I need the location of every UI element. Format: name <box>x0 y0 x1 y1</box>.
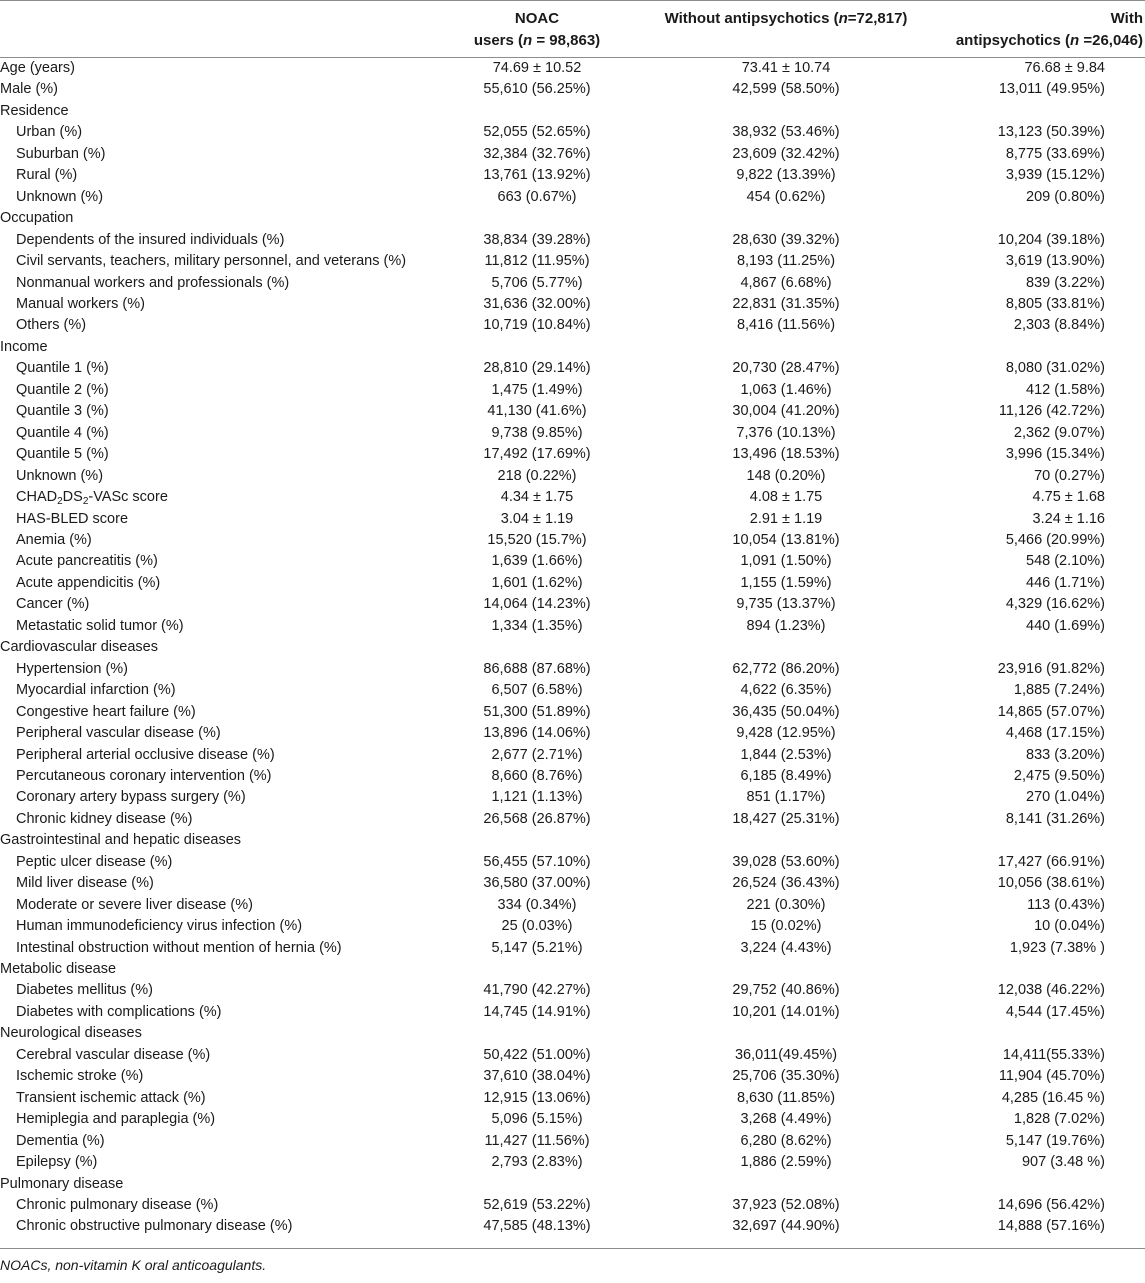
cell-noac-users: 14,745 (14.91%) <box>483 1003 591 1020</box>
cell-noac-users <box>420 208 654 229</box>
cell-noac-users: 5,706 (5.77%) <box>491 274 583 291</box>
row-label: Diabetes with complications (%) <box>16 1003 222 1020</box>
cell-with-antipsychotics <box>918 1174 1145 1195</box>
cell-with-antipsychotics: 4,468 (17.15%) <box>1005 725 1105 742</box>
cell-noac-users <box>420 1023 654 1044</box>
row-label: Quantile 4 (%) <box>16 424 109 441</box>
cell-without-antipsychotics: 38,932 (53.46%) <box>732 124 840 141</box>
cell-noac-users: 6,507 (6.58%) <box>491 682 583 699</box>
cell-with-antipsychotics <box>918 208 1145 229</box>
cell-without-antipsychotics: 1,063 (1.46%) <box>740 381 832 398</box>
table-row <box>0 1023 1145 1044</box>
row-label: Congestive heart failure (%) <box>16 703 196 720</box>
row-label: Cardiovascular diseases <box>0 639 158 656</box>
cell-without-antipsychotics: 32,697 (44.90%) <box>732 1218 840 1235</box>
cell-without-antipsychotics: 37,923 (52.08%) <box>732 1197 840 1214</box>
table-row <box>0 273 1145 294</box>
cell-with-antipsychotics <box>918 637 1145 658</box>
row-label: Residence <box>0 102 69 119</box>
row-label: Rural (%) <box>16 167 78 184</box>
table-row <box>0 101 1145 122</box>
table-row <box>0 873 1145 894</box>
cell-noac-users: 52,055 (52.65%) <box>483 124 591 141</box>
table-row <box>0 1109 1145 1130</box>
cell-noac-users: 37,610 (38.04%) <box>483 1068 591 1085</box>
cell-with-antipsychotics: 13,123 (50.39%) <box>997 124 1105 141</box>
cell-noac-users: 50,422 (51.00%) <box>483 1046 591 1063</box>
table-row <box>0 187 1145 208</box>
row-label: Quantile 1 (%) <box>16 360 109 377</box>
cell-noac-users: 36,580 (37.00%) <box>483 875 591 892</box>
table-row <box>0 573 1145 594</box>
row-label: Peripheral arterial occlusive disease (%) <box>16 746 275 763</box>
table-row <box>0 208 1145 229</box>
table-row <box>0 830 1145 851</box>
table-header-row <box>0 1 1145 58</box>
table-row <box>0 594 1145 615</box>
cell-with-antipsychotics: 209 (0.80%) <box>1026 188 1105 205</box>
cell-noac-users: 9,738 (9.85%) <box>491 424 583 441</box>
cell-noac-users: 2,677 (2.71%) <box>491 746 583 763</box>
cell-noac-users: 1,334 (1.35%) <box>491 617 583 634</box>
table-row <box>0 1002 1145 1023</box>
table-row <box>0 1216 1145 1237</box>
row-label: Cancer (%) <box>16 596 90 613</box>
cell-noac-users <box>420 1174 654 1195</box>
table-row <box>0 358 1145 379</box>
cell-noac-users: 55,610 (56.25%) <box>483 81 591 98</box>
row-label: Quantile 5 (%) <box>16 446 109 463</box>
cell-without-antipsychotics: 23,609 (32.42%) <box>732 145 840 162</box>
row-label: Dependents of the insured individuals (%) <box>16 231 285 248</box>
cell-noac-users: 74.69 ± 10.52 <box>492 60 582 76</box>
table-row <box>0 58 1145 80</box>
cell-noac-users <box>420 959 654 980</box>
cell-noac-users <box>420 637 654 658</box>
row-label: Pulmonary disease <box>0 1175 124 1192</box>
table-row <box>0 380 1145 401</box>
cell-noac-users: 86,688 (87.68%) <box>483 660 591 677</box>
row-label: Myocardial infarction (%) <box>16 682 176 699</box>
cell-with-antipsychotics <box>918 830 1145 851</box>
cell-without-antipsychotics <box>654 208 918 229</box>
cell-noac-users: 26,568 (26.87%) <box>483 810 591 827</box>
cell-with-antipsychotics: 4.75 ± 1.68 <box>1032 489 1105 506</box>
cell-noac-users: 17,492 (17.69%) <box>483 446 591 463</box>
row-label: Civil servants, teachers, military personnel, and veterans (%) <box>16 253 407 270</box>
cell-without-antipsychotics: 4,867 (6.68%) <box>740 274 832 291</box>
cell-without-antipsychotics: 221 (0.30%) <box>746 896 826 913</box>
cell-without-antipsychotics: 851 (1.17%) <box>746 789 826 806</box>
cell-with-antipsychotics: 1,828 (7.02%) <box>1013 1111 1105 1128</box>
table-row <box>0 530 1145 551</box>
cell-without-antipsychotics: 8,193 (11.25%) <box>736 253 836 270</box>
table-row <box>0 1066 1145 1087</box>
cell-with-antipsychotics: 3,996 (15.34%) <box>1005 446 1105 463</box>
row-label: Transient ischemic attack (%) <box>16 1089 206 1106</box>
cell-with-antipsychotics: 23,916 (91.82%) <box>997 660 1105 677</box>
cell-noac-users: 14,064 (14.23%) <box>483 596 591 613</box>
table-row <box>0 294 1145 315</box>
row-label: Chronic kidney disease (%) <box>16 810 193 827</box>
cell-with-antipsychotics: 113 (0.43%) <box>1027 896 1105 913</box>
cell-noac-users: 51,300 (51.89%) <box>483 703 591 720</box>
row-label: Hypertension (%) <box>16 660 129 677</box>
cell-without-antipsychotics: 42,599 (58.50%) <box>732 81 840 98</box>
cell-with-antipsychotics: 8,080 (31.02%) <box>1005 360 1105 377</box>
cell-noac-users: 1,475 (1.49%) <box>491 381 583 398</box>
row-label: Age (years) <box>0 60 75 76</box>
cell-without-antipsychotics: 10,054 (13.81%) <box>732 531 840 548</box>
cell-without-antipsychotics: 1,886 (2.59%) <box>740 1154 832 1171</box>
cell-without-antipsychotics: 22,831 (31.35%) <box>732 295 840 312</box>
row-label: Hemiplegia and paraplegia (%) <box>16 1111 216 1128</box>
cell-with-antipsychotics: 10,056 (38.61%) <box>997 875 1105 892</box>
cell-without-antipsychotics <box>654 959 918 980</box>
cell-with-antipsychotics: 3,619 (13.90%) <box>1005 253 1105 270</box>
cell-with-antipsychotics: 2,475 (9.50%) <box>1013 767 1105 784</box>
table-body <box>0 58 1145 1238</box>
header-noac-users: NOAC users (n = 98,863) <box>473 10 601 49</box>
cell-noac-users: 52,619 (53.22%) <box>483 1197 591 1214</box>
cell-without-antipsychotics: 39,028 (53.60%) <box>732 853 840 870</box>
cell-noac-users: 31,636 (32.00%) <box>483 295 591 312</box>
row-label: Male (%) <box>0 81 59 98</box>
table-row <box>0 251 1145 272</box>
cell-with-antipsychotics: 14,865 (57.07%) <box>997 703 1105 720</box>
cell-with-antipsychotics: 1,885 (7.24%) <box>1013 682 1105 699</box>
row-label: Peripheral vascular disease (%) <box>16 725 221 742</box>
cell-without-antipsychotics: 18,427 (25.31%) <box>732 810 840 827</box>
row-label: Occupation <box>0 210 74 227</box>
table-row <box>0 745 1145 766</box>
cell-with-antipsychotics <box>918 337 1145 358</box>
row-label: Metabolic disease <box>0 961 117 978</box>
cell-without-antipsychotics: 6,185 (8.49%) <box>740 767 832 784</box>
row-label: Coronary artery bypass surgery (%) <box>16 789 246 806</box>
cell-noac-users: 13,896 (14.06%) <box>483 725 591 742</box>
cell-with-antipsychotics: 14,696 (56.42%) <box>997 1197 1105 1214</box>
baseline-characteristics-table <box>0 1 1145 1238</box>
cell-with-antipsychotics: 4,285 (16.45 %) <box>1001 1089 1105 1106</box>
cell-without-antipsychotics <box>654 337 918 358</box>
cell-without-antipsychotics: 6,280 (8.62%) <box>740 1132 832 1149</box>
cell-without-antipsychotics: 148 (0.20%) <box>746 467 826 484</box>
cell-noac-users: 10,719 (10.84%) <box>483 317 591 334</box>
cell-noac-users: 1,639 (1.66%) <box>491 553 583 570</box>
cell-noac-users <box>420 101 654 122</box>
row-label: Income <box>0 338 48 355</box>
cell-with-antipsychotics: 3,939 (15.12%) <box>1005 167 1105 184</box>
row-label: Moderate or severe liver disease (%) <box>16 896 253 913</box>
cell-without-antipsychotics: 9,428 (12.95%) <box>736 725 836 742</box>
cell-with-antipsychotics <box>918 959 1145 980</box>
cell-without-antipsychotics: 894 (1.23%) <box>746 617 826 634</box>
row-label: Suburban (%) <box>16 145 106 162</box>
cell-without-antipsychotics: 15 (0.02%) <box>750 918 822 935</box>
cell-without-antipsychotics: 3,268 (4.49%) <box>740 1111 832 1128</box>
table-footnote: NOACs, non-vitamin K oral anticoagulants. <box>0 1256 267 1273</box>
cell-noac-users: 1,121 (1.13%) <box>491 789 583 806</box>
cell-noac-users: 47,585 (48.13%) <box>483 1218 591 1235</box>
header-label-column <box>0 1 420 58</box>
cell-with-antipsychotics: 10,204 (39.18%) <box>997 231 1105 248</box>
row-label: Neurological diseases <box>0 1025 142 1042</box>
cell-noac-users: 41,130 (41.6%) <box>487 403 587 420</box>
cell-with-antipsychotics: 17,427 (66.91%) <box>997 853 1105 870</box>
cell-with-antipsychotics: 2,362 (9.07%) <box>1013 424 1105 441</box>
cell-with-antipsychotics: 14,411(55.33%) <box>1002 1046 1105 1063</box>
cell-with-antipsychotics: 4,329 (16.62%) <box>1005 596 1105 613</box>
cell-without-antipsychotics: 73.41 ± 10.74 <box>741 60 831 76</box>
cell-noac-users: 56,455 (57.10%) <box>483 853 591 870</box>
cell-noac-users <box>420 337 654 358</box>
cell-noac-users: 41,790 (42.27%) <box>483 982 591 999</box>
cell-without-antipsychotics: 8,416 (11.56%) <box>736 317 836 334</box>
row-label: Intestinal obstruction without mention of hernia (%) <box>16 939 342 956</box>
cell-with-antipsychotics: 14,888 (57.16%) <box>997 1218 1105 1235</box>
cell-without-antipsychotics: 4.08 ± 1.75 <box>749 489 823 506</box>
table-row <box>0 723 1145 744</box>
table-row <box>0 165 1145 186</box>
cell-without-antipsychotics: 1,844 (2.53%) <box>740 746 832 763</box>
row-label: Anemia (%) <box>16 531 92 548</box>
cell-noac-users: 25 (0.03%) <box>501 918 573 935</box>
cell-noac-users: 11,427 (11.56%) <box>484 1132 590 1149</box>
table-row <box>0 466 1145 487</box>
row-label: Human immunodeficiency virus infection (%) <box>16 918 303 935</box>
header-without-antipsychotics: Without antipsychotics (n=72,817) <box>664 10 908 27</box>
row-label: Unknown (%) <box>16 467 104 484</box>
cell-without-antipsychotics: 8,630 (11.85%) <box>736 1089 836 1106</box>
table-row <box>0 637 1145 658</box>
table-row <box>0 444 1145 465</box>
header-with-antipsychotics: With antipsychotics (n =26,046) <box>955 10 1143 49</box>
table-row <box>0 852 1145 873</box>
cell-with-antipsychotics <box>918 1023 1145 1044</box>
cell-without-antipsychotics: 1,091 (1.50%) <box>740 553 832 570</box>
table-row <box>0 980 1145 1001</box>
cell-noac-users: 2,793 (2.83%) <box>491 1154 583 1171</box>
cell-with-antipsychotics: 839 (3.22%) <box>1026 274 1105 291</box>
table-row <box>0 337 1145 358</box>
cell-noac-users: 4.34 ± 1.75 <box>500 489 574 506</box>
cell-noac-users: 32,384 (32.76%) <box>483 145 591 162</box>
row-label: Urban (%) <box>16 124 83 141</box>
row-label: Chronic pulmonary disease (%) <box>16 1197 219 1214</box>
cell-with-antipsychotics: 5,147 (19.76%) <box>1005 1132 1105 1149</box>
table-row <box>0 487 1145 508</box>
cell-with-antipsychotics: 1,923 (7.38% ) <box>1009 939 1105 956</box>
row-label: Cerebral vascular disease (%) <box>16 1046 211 1063</box>
table-row <box>0 787 1145 808</box>
cell-noac-users: 5,096 (5.15%) <box>491 1111 583 1128</box>
cell-without-antipsychotics: 2.91 ± 1.19 <box>749 510 823 527</box>
cell-with-antipsychotics: 907 (3.48 %) <box>1021 1154 1105 1171</box>
table-row <box>0 1131 1145 1152</box>
cell-without-antipsychotics: 3,224 (4.43%) <box>740 939 832 956</box>
row-label: Manual workers (%) <box>16 295 145 312</box>
cell-with-antipsychotics: 13,011 (49.95%) <box>998 81 1105 98</box>
row-label: Nonmanual workers and professionals (%) <box>16 274 290 291</box>
cell-without-antipsychotics: 7,376 (10.13%) <box>736 424 836 441</box>
cell-with-antipsychotics: 440 (1.69%) <box>1026 617 1105 634</box>
cell-with-antipsychotics: 3.24 ± 1.16 <box>1032 510 1105 527</box>
cell-with-antipsychotics: 12,038 (46.22%) <box>997 982 1105 999</box>
cell-without-antipsychotics: 4,622 (6.35%) <box>740 682 832 699</box>
row-label: Chronic obstructive pulmonary disease (%) <box>16 1218 293 1235</box>
cell-noac-users: 8,660 (8.76%) <box>491 767 583 784</box>
table-row <box>0 79 1145 100</box>
cell-noac-users: 11,812 (11.95%) <box>484 253 590 270</box>
cell-with-antipsychotics: 76.68 ± 9.84 <box>1024 60 1105 76</box>
cell-without-antipsychotics: 62,772 (86.20%) <box>732 660 840 677</box>
cell-with-antipsychotics: 2,303 (8.84%) <box>1013 317 1105 334</box>
cell-without-antipsychotics: 36,011(49.45%) <box>734 1046 838 1063</box>
cell-noac-users: 12,915 (13.06%) <box>483 1089 591 1106</box>
cell-with-antipsychotics: 11,904 (45.70%) <box>998 1068 1105 1085</box>
row-label: Peptic ulcer disease (%) <box>16 853 173 870</box>
cell-noac-users: 38,834 (39.28%) <box>483 231 591 248</box>
bottom-rule <box>0 1248 1145 1249</box>
row-label: Mild liver disease (%) <box>16 875 154 892</box>
cell-with-antipsychotics: 8,805 (33.81%) <box>1005 295 1105 312</box>
cell-without-antipsychotics: 9,822 (13.39%) <box>736 167 836 184</box>
cell-without-antipsychotics: 9,735 (13.37%) <box>736 596 836 613</box>
row-label: Quantile 3 (%) <box>16 403 109 420</box>
cell-noac-users: 13,761 (13.92%) <box>483 167 591 184</box>
table-row <box>0 315 1145 336</box>
cell-noac-users: 218 (0.22%) <box>497 467 577 484</box>
cell-noac-users: 334 (0.34%) <box>497 896 577 913</box>
cell-with-antipsychotics: 10 (0.04%) <box>1034 918 1105 935</box>
table-row <box>0 122 1145 143</box>
cell-with-antipsychotics: 4,544 (17.45%) <box>1005 1003 1105 1020</box>
row-label: Others (%) <box>16 317 87 334</box>
cell-noac-users: 5,147 (5.21%) <box>491 939 583 956</box>
row-label: Gastrointestinal and hepatic diseases <box>0 832 242 849</box>
row-label: Diabetes mellitus (%) <box>16 982 153 999</box>
table-row <box>0 1174 1145 1195</box>
table-row <box>0 1088 1145 1109</box>
cell-without-antipsychotics <box>654 101 918 122</box>
cell-without-antipsychotics <box>654 637 918 658</box>
table-row <box>0 916 1145 937</box>
cell-without-antipsychotics: 29,752 (40.86%) <box>732 982 840 999</box>
cell-with-antipsychotics: 70 (0.27%) <box>1034 467 1105 484</box>
cell-without-antipsychotics: 28,630 (39.32%) <box>732 231 840 248</box>
table-row <box>0 616 1145 637</box>
table-row <box>0 144 1145 165</box>
cell-with-antipsychotics: 8,775 (33.69%) <box>1005 145 1105 162</box>
row-label: Percutaneous coronary intervention (%) <box>16 767 272 784</box>
table-row <box>0 401 1145 422</box>
row-label: Dementia (%) <box>16 1132 105 1149</box>
row-label: Acute pancreatitis (%) <box>16 553 158 570</box>
table-row <box>0 959 1145 980</box>
table-row <box>0 1195 1145 1216</box>
row-label: Ischemic stroke (%) <box>16 1068 144 1085</box>
cell-without-antipsychotics <box>654 1174 918 1195</box>
cell-without-antipsychotics <box>654 830 918 851</box>
cell-noac-users <box>420 830 654 851</box>
cell-without-antipsychotics: 1,155 (1.59%) <box>740 574 832 591</box>
cell-with-antipsychotics: 5,466 (20.99%) <box>1005 531 1105 548</box>
table-row <box>0 1045 1145 1066</box>
cell-with-antipsychotics: 11,126 (42.72%) <box>998 403 1105 420</box>
table-row <box>0 230 1145 251</box>
cell-with-antipsychotics: 412 (1.58%) <box>1026 381 1105 398</box>
cell-with-antipsychotics: 446 (1.71%) <box>1026 574 1105 591</box>
table-row <box>0 809 1145 830</box>
cell-with-antipsychotics: 8,141 (31.26%) <box>1005 810 1105 827</box>
cell-with-antipsychotics: 270 (1.04%) <box>1026 789 1105 806</box>
cell-without-antipsychotics <box>654 1023 918 1044</box>
row-label: Epilepsy (%) <box>16 1154 98 1171</box>
cell-without-antipsychotics: 454 (0.62%) <box>746 188 826 205</box>
cell-without-antipsychotics: 13,496 (18.53%) <box>732 446 840 463</box>
table-row <box>0 766 1145 787</box>
row-label: Acute appendicitis (%) <box>16 574 161 591</box>
table-row <box>0 938 1145 959</box>
table-row <box>0 680 1145 701</box>
row-label: Quantile 2 (%) <box>16 381 109 398</box>
cell-without-antipsychotics: 36,435 (50.04%) <box>732 703 840 720</box>
table-row <box>0 659 1145 680</box>
cell-without-antipsychotics: 10,201 (14.01%) <box>732 1003 840 1020</box>
cell-noac-users: 28,810 (29.14%) <box>483 360 591 377</box>
row-label: Unknown (%) <box>16 188 104 205</box>
table-row <box>0 423 1145 444</box>
cell-without-antipsychotics: 30,004 (41.20%) <box>732 403 840 420</box>
row-label: $CHAD_2DS_2$-VASc score <box>16 489 168 508</box>
table-row <box>0 551 1145 572</box>
table-row <box>0 702 1145 723</box>
row-label: HAS-BLED score <box>16 510 129 527</box>
cell-noac-users: 663 (0.67%) <box>497 188 577 205</box>
table-row <box>0 895 1145 916</box>
table-row <box>0 509 1145 530</box>
row-label: Metastatic solid tumor (%) <box>16 617 184 634</box>
table-row <box>0 1152 1145 1173</box>
cell-noac-users: 1,601 (1.62%) <box>491 574 583 591</box>
cell-without-antipsychotics: 20,730 (28.47%) <box>732 360 840 377</box>
cell-with-antipsychotics: 548 (2.10%) <box>1026 553 1105 570</box>
cell-noac-users: 15,520 (15.7%) <box>487 531 587 548</box>
cell-without-antipsychotics: 26,524 (36.43%) <box>732 875 840 892</box>
cell-with-antipsychotics: 833 (3.20%) <box>1026 746 1105 763</box>
cell-with-antipsychotics <box>918 101 1145 122</box>
cell-noac-users: 3.04 ± 1.19 <box>500 510 574 527</box>
cell-without-antipsychotics: 25,706 (35.30%) <box>732 1068 840 1085</box>
